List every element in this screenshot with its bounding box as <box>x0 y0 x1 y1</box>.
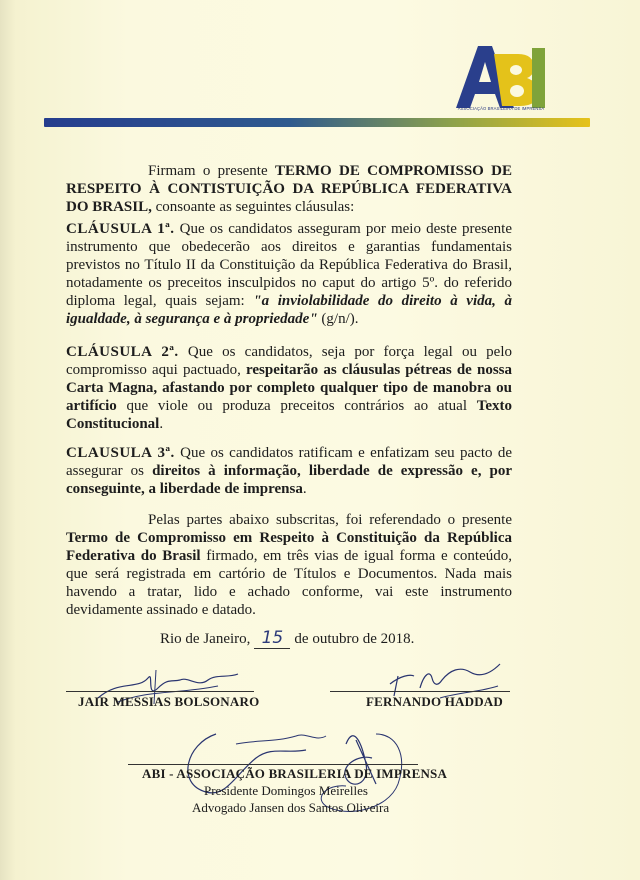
clause-1-label: CLÁUSULA 1ª. <box>66 221 175 237</box>
signature-line-org <box>128 764 418 765</box>
clause-3-bold: direitos à informação, liberdade de expressão e, por conseguinte, a liberdade de imprensa <box>66 463 512 497</box>
intro-paragraph <box>66 162 512 216</box>
closing-paragraph <box>66 511 512 619</box>
date-line <box>160 628 420 649</box>
clause-2-text-a: Que os candidatos, seja por força legal ou pelo compromisso aqui pactuado, <box>66 344 513 378</box>
closing-tail: firmado, em três vias de igual forma e conteúdo, que será registrada em cartório de Títulos e Documentos. Nada mais havendo a tratar, lido e achado conforme, vai este instrumento devidamente assinado e datado. <box>66 548 512 618</box>
header-color-bar <box>44 118 590 127</box>
logo-tagline: ASSOCIAÇÃO BRASILEIRA DE IMPRENSA <box>457 106 545 111</box>
clause-3-text: Que os candidatos ratificam e enfatizam seu pacto de assegurar os <box>66 445 513 479</box>
clause-1-quote: "a inviolabilidade do direito à vida, à igualdade, à segurança e à propriedade" <box>66 293 512 327</box>
date-day: 15 <box>254 628 290 649</box>
closing-lead: Pelas partes abaixo subscritas, foi referendado o presente <box>148 512 512 528</box>
intro-lead: Firmam o presente <box>148 163 275 179</box>
clause-3-tail: . <box>302 481 307 497</box>
org-president: Presidente Domingos Meirelles <box>204 783 368 798</box>
clause-1-tail: (g/n/). <box>317 311 359 327</box>
closing-bold: Termo de Compromisso em Respeito à Constituição da República Federativa do Brasil <box>66 530 512 564</box>
clause-2-label: CLÁUSULA 2ª. <box>66 344 179 360</box>
intro-tail: consoante as seguintes cláusulas: <box>151 199 355 215</box>
org-lawyer: Advogado Jansen dos Santos Oliveira <box>192 800 390 815</box>
clause-2 <box>66 343 512 433</box>
date-prefix: Rio de Janeiro, <box>160 631 251 647</box>
page-edge-shadow <box>0 0 16 880</box>
clause-3 <box>66 444 512 498</box>
signatory-left-name: JAIR MESSIAS BOLSONARO <box>78 694 260 709</box>
date-suffix: de outubro de 2018. <box>294 631 415 647</box>
clause-1 <box>66 220 512 328</box>
clause-2-text-b: que viole ou produza preceitos contrários ao atual <box>116 398 477 414</box>
clause-2-tail: . <box>159 416 164 432</box>
clause-1-text: Que os candidatos asseguram por meio deste presente instrumento que obedecerão aos direitos e garantias fundamentais previstos no Título II da Constituição da República Federativa do Brasil, notadamente os preceitos insculpidos no caput do artigo 5º. do referido diploma legal, quais sejam: <box>66 221 512 309</box>
clause-2-bold-b: Texto Constitucional <box>66 398 512 432</box>
org-name: ABI - ASSOCIAÇÃO BRASILERIA DE IMPRENSA <box>142 766 448 781</box>
clause-2-bold-a: respeitarão as cláusulas pétreas de nossa Carta Magna, afastando por completo qualquer tipo de manobra ou artifício <box>66 362 512 414</box>
signatory-right-name: FERNANDO HADDAD <box>366 694 503 709</box>
signature-line-right <box>330 691 510 692</box>
clause-3-label: CLAUSULA 3ª. <box>66 445 175 461</box>
signature-line-left <box>66 691 254 692</box>
intro-title: TERMO DE COMPROMISSO DE RESPEITO À CONTISTUIÇÃO DA REPÚBLICA FEDERATIVA DO BRASIL, <box>66 163 512 215</box>
